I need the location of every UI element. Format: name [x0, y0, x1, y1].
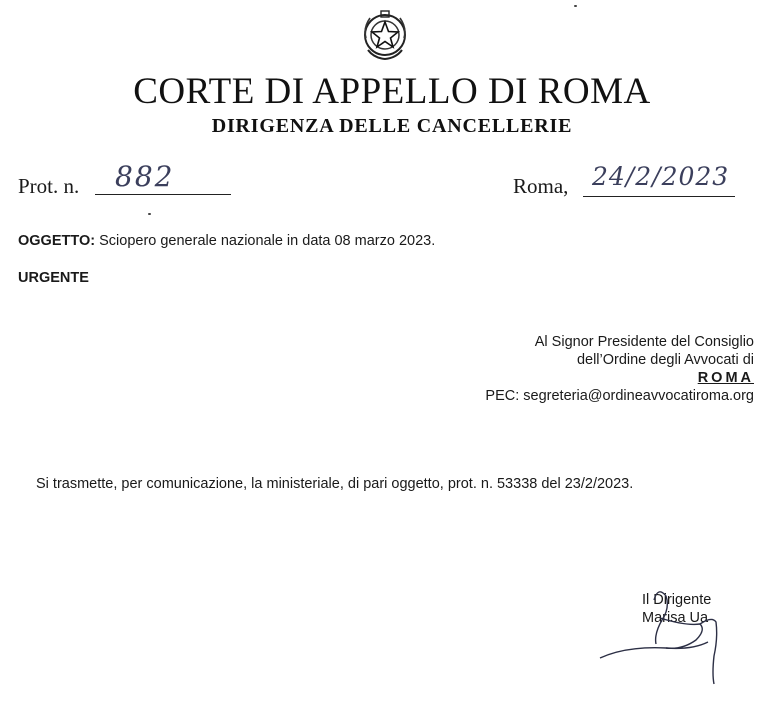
emblem-icon: [360, 8, 410, 62]
recipient-line-1: Al Signor Presidente del Consiglio: [534, 334, 754, 350]
date-underline: [583, 196, 735, 197]
protocol-underline: [95, 194, 231, 195]
scan-speck: [148, 213, 151, 215]
recipient-line-2: dell’Ordine degli Avvocati di: [576, 352, 754, 368]
court-name: CORTE DI APPELLO DI ROMA: [133, 71, 651, 112]
body-paragraph: Si trasmette, per comunicazione, la ministeriale, di pari oggetto, prot. n. 53338 del 23/2/2023.: [36, 476, 634, 492]
protocol-label: Prot. n.: [18, 174, 80, 198]
recipient-city: ROMA: [697, 370, 754, 386]
signer-title: Il Dirigente: [642, 592, 712, 608]
place-label: Roma,: [513, 174, 569, 198]
urgency-label: URGENTE: [18, 270, 89, 286]
office-name: DIRIGENZA DELLE CANCELLERIE: [211, 115, 573, 137]
subject-line: [18, 233, 435, 249]
recipient-pec: PEC: segreteria@ordineavvocatiroma.org: [485, 388, 754, 404]
signer-name: Marisa Ua: [642, 610, 709, 626]
subject-text: Sciopero generale nazionale in data 08 marzo 2023.: [95, 233, 436, 249]
subject-label: OGGETTO:: [18, 233, 96, 249]
date-value: 24/2/2023: [592, 162, 730, 191]
handwritten-signature-icon: [596, 578, 746, 688]
scan-speck: [574, 5, 577, 7]
recipient-block: [485, 333, 754, 405]
protocol-number: 882: [115, 160, 175, 193]
